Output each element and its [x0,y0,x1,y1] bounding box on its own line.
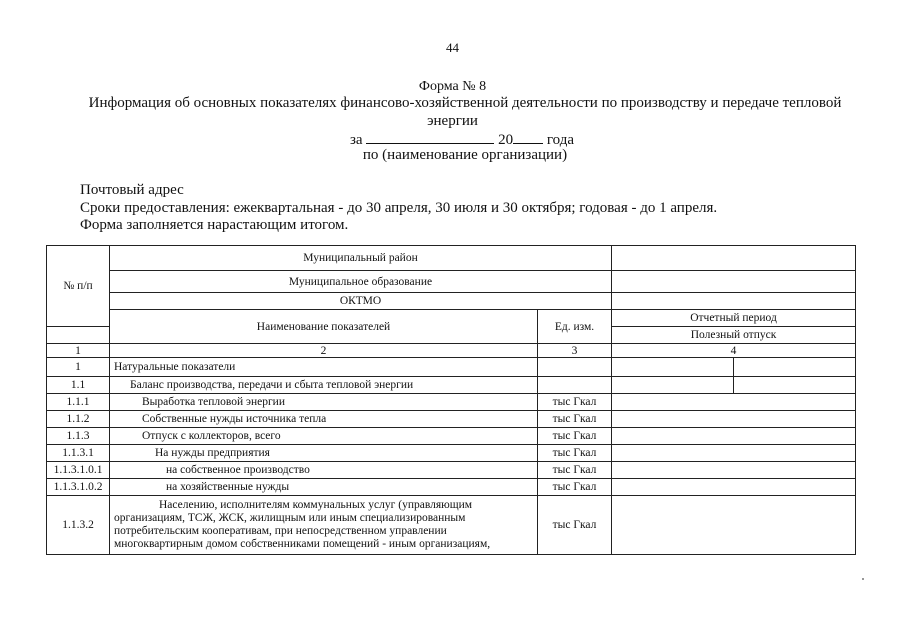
row-value-cell[interactable] [612,462,856,479]
header-num-col: № п/п [47,246,110,327]
header-reporting-period: Отчетный период [612,310,856,327]
table-row [47,358,856,377]
row-num: 1.1 [47,377,110,394]
col-number-3: 3 [538,344,612,358]
indicators-table [46,245,856,555]
form-number: Форма № 8 [418,79,487,94]
row-unit: тыс Гкал [538,462,612,479]
cumulative-note: Форма заполняется нарастающим итогом. [80,217,349,233]
row-name: на хозяйственные нужды [110,479,538,496]
row-num: 1.1.3.1.0.2 [47,479,110,496]
row-unit: тыс Гкал [538,445,612,462]
row-value-cell[interactable] [612,411,856,428]
row-unit [538,377,612,394]
table-row [47,479,856,496]
row-value-cell[interactable] [612,358,734,377]
row-name [110,496,538,555]
row-unit: тыс Гкал [538,394,612,411]
table-row [47,411,856,428]
row-num: 1.1.2 [47,411,110,428]
row-name: Собственные нужды источника тепла [110,411,538,428]
row-num: 1.1.3 [47,428,110,445]
row-unit: тыс Гкал [538,496,612,555]
row-num: 1.1.3.1 [47,445,110,462]
table-row [47,377,856,394]
organization-line: по (наименование организации) [362,147,568,163]
col-number-1: 1 [47,344,110,358]
form-title-line1: Информация об основных показателях финансово-хозяйственной деятельности по производству и передаче тепловой [88,95,842,111]
header-municipal-formation: Муниципальное образование [110,271,612,293]
submission-deadlines: Сроки предоставления: ежеквартальная - до 30 апреля, 30 июля и 30 октября; годовая - до 1 апреля. [80,200,718,216]
row-num: 1.1.3.1.0.1 [47,462,110,479]
row-name: Отпуск с коллекторов, всего [110,428,538,445]
table-row [47,496,856,555]
row-name-line: многоквартирным домом собственниками помещений - иным организациям, [114,538,491,550]
year-blank-field [513,131,543,144]
period-prefix: за [350,132,363,148]
row-name: Натуральные показатели [110,358,538,377]
col-number-4: 4 [612,344,856,358]
period-blank-field [366,131,494,144]
row-name: Баланс производства, передачи и сбыта тепловой энергии [110,377,538,394]
row-unit [538,358,612,377]
oktmo-value[interactable] [612,293,856,310]
row-name-line: потребительским кооперативам, при непосредственном управлении [114,525,447,537]
row-value-cell[interactable] [734,358,856,377]
row-unit: тыс Гкал [538,428,612,445]
header-useful-supply: Полезный отпуск [612,327,856,344]
row-value-cell[interactable] [612,479,856,496]
page-number: 44 [446,40,459,55]
table-row [47,428,856,445]
row-value-cell[interactable] [612,445,856,462]
row-name: на собственное производство [110,462,538,479]
municipal-district-value[interactable] [612,246,856,271]
header-oktmo: ОКТМО [110,293,612,310]
municipal-formation-value[interactable] [612,271,856,293]
table-row [47,445,856,462]
header-unit: Ед. изм. [538,310,612,344]
row-value-cell[interactable] [612,428,856,445]
row-value-cell[interactable] [612,377,734,394]
scan-speck [862,578,864,580]
period-year-prefix: 20 [498,132,514,148]
row-name: Выработка тепловой энергии [110,394,538,411]
row-name-line: Населению, исполнителям коммунальных услуг (управляющим [159,499,473,511]
row-unit: тыс Гкал [538,479,612,496]
row-unit: тыс Гкал [538,411,612,428]
col-number-2: 2 [110,344,538,358]
row-name: На нужды предприятия [110,445,538,462]
header-indicator-name: Наименование показателей [110,310,538,344]
period-suffix: года [546,132,574,148]
table-row [47,462,856,479]
header-municipal-district: Муниципальный район [110,246,612,271]
form-title-line2: энергии [427,113,478,129]
table-row [47,394,856,411]
postal-address: Почтовый адрес [80,182,184,198]
row-num: 1 [47,358,110,377]
row-name-line: организациям, ТСЖ, ЖСК, жилищным или иным специализированным [114,512,466,524]
row-value-cell[interactable] [734,377,856,394]
row-value-cell[interactable] [612,394,856,411]
row-num: 1.1.3.2 [47,496,110,555]
row-num: 1.1.1 [47,394,110,411]
row-value-cell[interactable] [612,496,856,555]
